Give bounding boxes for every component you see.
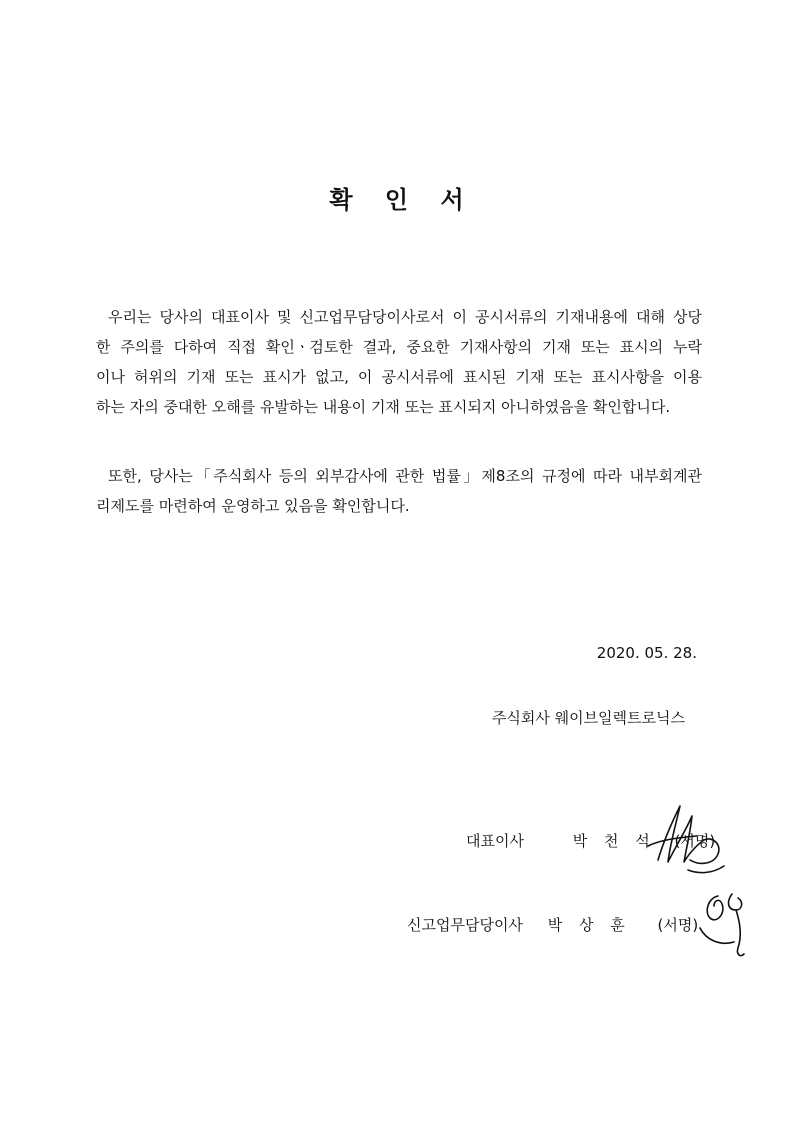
handwritten-signature-disclosure-officer bbox=[696, 888, 756, 963]
paragraph-internal-control bbox=[96, 461, 702, 521]
paragraph-disclosure-confirmation bbox=[96, 302, 702, 422]
signatory-name: 박 천 석 bbox=[572, 832, 656, 850]
signatory-title: 대표이사 bbox=[466, 832, 524, 850]
paragraph-line: 우리는 당사의 대표이사 및 신고업무담당이사로서 이 공시서류의 기재내용에 대해 상당 bbox=[108, 308, 702, 326]
paragraph-line: 또한, 당사는「주식회사 등의 외부감사에 관한 법률」제8조의 규정에 따라 내부회계관 bbox=[108, 467, 702, 485]
paragraph-line: 이나 허위의 기재 또는 표시가 없고, 이 공시서류에 표시된 기재 또는 표시사항을 이용 bbox=[96, 368, 702, 386]
signatory-disclosure-officer bbox=[407, 914, 698, 935]
signature-mark-label: (서명) bbox=[657, 916, 699, 934]
paragraph-line: 리제도를 마련하여 운영하고 있음을 확인합니다. bbox=[96, 497, 410, 515]
signatory-name: 박 상 훈 bbox=[547, 916, 631, 934]
signatory-title: 신고업무담당이사 bbox=[407, 916, 523, 934]
paragraph-line: 한 주의를 다하여 직접 확인ㆍ검토한 결과, 중요한 기재사항의 기재 또는 표시의 누락 bbox=[96, 338, 702, 356]
signature-mark-label: (서명) bbox=[674, 832, 716, 850]
document-title: 확 인 서 bbox=[329, 186, 476, 214]
document-date: 2020. 05. 28. bbox=[596, 644, 697, 662]
handwritten-signature-ceo bbox=[640, 800, 730, 880]
company-name: 주식회사 웨이브일렉트로닉스 bbox=[491, 709, 685, 727]
paragraph-line: 하는 자의 중대한 오해를 유발하는 내용이 기재 또는 표시되지 아니하였음을 확인합니다. bbox=[96, 398, 671, 416]
